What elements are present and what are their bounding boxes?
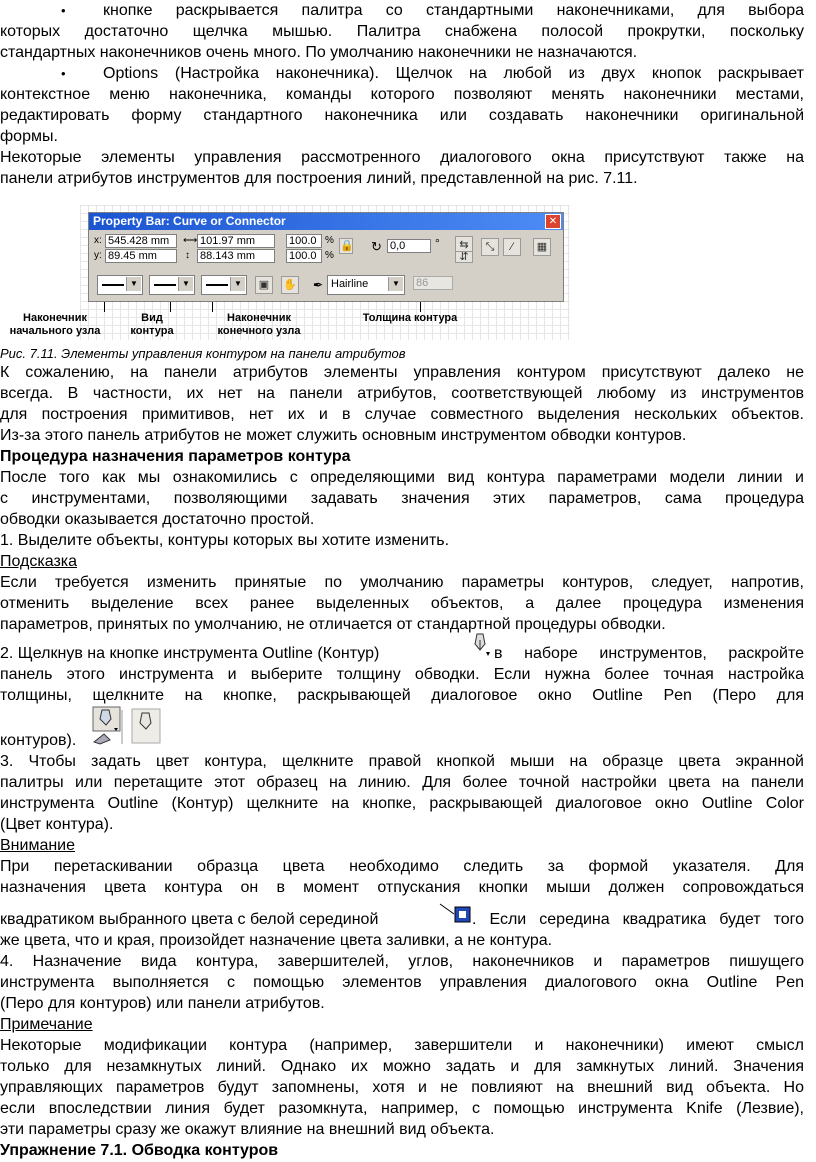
section-heading: Процедура назначения параметров контура xyxy=(0,448,351,465)
warning-heading: Внимание xyxy=(0,837,76,854)
rotate-icon: ↻ xyxy=(371,239,382,254)
chevron-down-icon: ▼ xyxy=(388,277,403,291)
pen-nib-icon: ✒ xyxy=(313,278,324,292)
y-label: y: xyxy=(94,250,102,261)
figure-property-bar xyxy=(9,205,570,340)
text-line: кнопке раскрывается палитра со стандартными наконечниками, для выбора xyxy=(103,2,804,19)
degree-label: ° xyxy=(435,236,440,250)
text-line: назначения цвета контура он в момент отпускания кнопки мыши должен сопровождаться xyxy=(0,879,804,896)
width-icon: ⟷ xyxy=(183,235,198,246)
text-line: панель этого инструмента и выберите толщину обводки. Если нужна более точная настройка xyxy=(0,666,804,683)
pointer-line xyxy=(212,302,213,312)
property-bar-window xyxy=(88,212,564,302)
width-field[interactable]: 101.97 mm xyxy=(197,234,275,248)
text-line: палитры или перетащите этот образец на линию. Для более точной настройки цвета на панели xyxy=(0,774,804,791)
text-line: (Цвет контура). xyxy=(0,816,114,833)
text-line: формы. xyxy=(0,128,58,145)
wrap-text-icon[interactable]: ▣ xyxy=(255,276,273,294)
label-end-arrowhead: Наконечник конечного узла xyxy=(217,312,301,337)
label-start-arrowhead: Наконечник начального узла xyxy=(9,312,101,337)
smoothing-field[interactable]: 86 xyxy=(413,276,453,290)
figure-caption: Рис. 7.11. Элементы управления контуром на панели атрибутов xyxy=(0,346,406,361)
outline-tool-icon xyxy=(469,632,491,658)
pointer-line xyxy=(170,302,171,312)
label-line-style: Вид контура xyxy=(130,312,174,337)
outline-width-value: Hairline xyxy=(331,278,369,290)
label-outline-width: Толщина контура xyxy=(362,312,458,324)
scale-x-field[interactable]: 100.0 xyxy=(286,234,322,248)
bullet: • xyxy=(61,3,66,18)
pointer-line xyxy=(104,302,105,312)
text-line: контекстное меню наконечника, команды которого позволяют менять наконечники местами, xyxy=(0,86,804,103)
curve-icon[interactable]: ∕ xyxy=(503,238,521,256)
outline-width-select[interactable] xyxy=(327,275,405,295)
mirror-vertical-icon[interactable]: ⇵ xyxy=(455,251,473,263)
text-line: Из-за этого панель атрибутов не может служить основным инструментом обводки контуров. xyxy=(0,427,687,444)
height-icon: ↕ xyxy=(185,250,190,261)
text-line: При перетаскивании образца цвета необходимо следить за формой указателя. Для xyxy=(0,858,804,875)
text-line: если впоследствии линия будет разомкнута, например, с помощью инструмента Knife (Лезвие), xyxy=(0,1100,804,1117)
bullet: • xyxy=(61,66,66,81)
height-field[interactable]: 88.143 mm xyxy=(197,249,275,263)
property-bar-title: Property Bar: Curve or Connector xyxy=(89,213,563,230)
hand-icon[interactable]: ✋ xyxy=(281,276,299,294)
text-line: стандартных наконечников очень много. По умолчанию наконечники не назначаются. xyxy=(0,44,638,61)
note-heading: Примечание xyxy=(0,1016,93,1033)
text-line: эти параметры сразу же окажут влияние на внешний вид объекта. xyxy=(0,1121,495,1138)
end-arrowhead-select[interactable] xyxy=(201,275,247,295)
text-line: же цвета, что и края, произойдет назначение цвета заливки, а не контура. xyxy=(0,932,553,949)
rotation-angle-field[interactable]: 0,0 xyxy=(387,239,431,253)
text-line: Options (Настройка наконечника). Щелчок на любой из двух кнопок раскрывает xyxy=(103,65,804,82)
text-line: (Перо для контуров) или панели атрибутов. xyxy=(0,995,325,1012)
text-line: Некоторые модификации контура (например, завершители и наконечники) имеют смысл xyxy=(0,1037,804,1054)
y-position-field[interactable]: 89.45 mm xyxy=(105,249,177,263)
text-line: 1. Выделите объекты, контуры которых вы хотите изменить. xyxy=(0,532,450,549)
text-line: 4. Назначение вида контура, завершителей, углов, наконечников и параметров пишущего xyxy=(0,953,804,970)
text-line: квадратиком выбранного цвета с белой серединой xyxy=(0,911,379,928)
text-line: толщины, щелкните на кнопке, раскрывающей диалоговое окно Outline Pen (Перо для xyxy=(0,687,804,704)
percent-label: % xyxy=(325,235,334,246)
text-line: 2. Щелкнув на кнопке инструмента Outline (Контур) xyxy=(0,645,380,662)
text-line: отменить выделение всех ранее выделенных объектов, а далее процедура изменения xyxy=(0,595,804,612)
text-line: обводки оказывается достаточно простой. xyxy=(0,511,315,528)
chevron-down-icon: ▼ xyxy=(178,277,193,291)
chevron-down-icon: ▼ xyxy=(126,277,141,291)
text-line: После того как мы ознакомились с определяющими вид контура параметрами модели линии и xyxy=(0,469,804,486)
text-line: с инструментами, позволяющими задавать значения этих параметров, сама процедура xyxy=(0,490,804,507)
pointer-line xyxy=(420,302,421,312)
text-line: Если требуется изменить принятые по умолчанию параметры контуров, следует, напротив, xyxy=(0,574,804,591)
tip-heading: Подсказка xyxy=(0,553,78,570)
text-line: контуров). xyxy=(0,732,77,749)
text-line: для построения примитивов, нет их и в случае совместного выделения нескольких объектов. xyxy=(0,406,804,423)
text-line: 3. Чтобы задать цвет контура, щелкните правой кнопкой мыши на образце цвета экранной xyxy=(0,753,804,770)
text-line: панели атрибутов инструментов для построения линий, представленной на рис. 7.11. xyxy=(0,170,638,187)
scale-y-field[interactable]: 100.0 xyxy=(286,249,322,263)
text-line: которых достаточно щелчка мышью. Палитра снабжена полосой прокрутки, поскольку xyxy=(0,23,804,40)
text-line: инструмента Outline (Контур) щелкните на кнопке, раскрывающей диалоговое окно Outline Color xyxy=(0,795,804,812)
text-line: управляющих параметров будут запомнены, хотя и не повлияют на внешний вид объекта. Но xyxy=(0,1079,804,1096)
text-line: только для незамкнутых линий. Однако их можно задать и для замкнутых линий. Значения xyxy=(0,1058,804,1075)
exercise-heading: Упражнение 7.1. Обводка контуров xyxy=(0,1142,279,1159)
start-arrowhead-select[interactable] xyxy=(97,275,143,295)
text-line: в наборе инструментов, раскройте xyxy=(494,645,804,662)
node-edit-icon[interactable]: ⤡ xyxy=(481,238,499,256)
text-line: . Если середина квадратика будет того xyxy=(472,911,804,928)
text-line: параметров, принятых по умолчанию, не отличается от стандартной процедуры обводки. xyxy=(0,616,666,633)
color-square-pointer-icon xyxy=(438,900,474,926)
convert-icon[interactable]: ▦ xyxy=(533,238,551,256)
close-icon[interactable]: ✕ xyxy=(545,214,561,229)
x-position-field[interactable]: 545.428 mm xyxy=(105,234,177,248)
line-style-select[interactable] xyxy=(149,275,195,295)
mirror-horizontal-icon[interactable]: ⇆ xyxy=(455,236,473,254)
text-line: Некоторые элементы управления рассмотренного диалогового окна присутствуют также на xyxy=(0,149,804,166)
text-line: инструмента выполняется с помощью элементов управления диалогового окна Outline Pen xyxy=(0,974,804,991)
x-label: x: xyxy=(94,235,102,246)
percent-label: % xyxy=(325,250,334,261)
text-line: К сожалению, на панели атрибутов элементы управления контуром присутствуют далеко не xyxy=(0,364,804,381)
lock-ratio-icon[interactable]: 🔒 xyxy=(340,240,354,252)
chevron-down-icon: ▼ xyxy=(230,277,245,291)
text-line: всегда. В частности, их нет на панели атрибутов, соответствующей любому из инструментов xyxy=(0,385,804,402)
text-line: редактировать форму стандартного наконечника или создавать наконечники оригинальной xyxy=(0,107,804,124)
